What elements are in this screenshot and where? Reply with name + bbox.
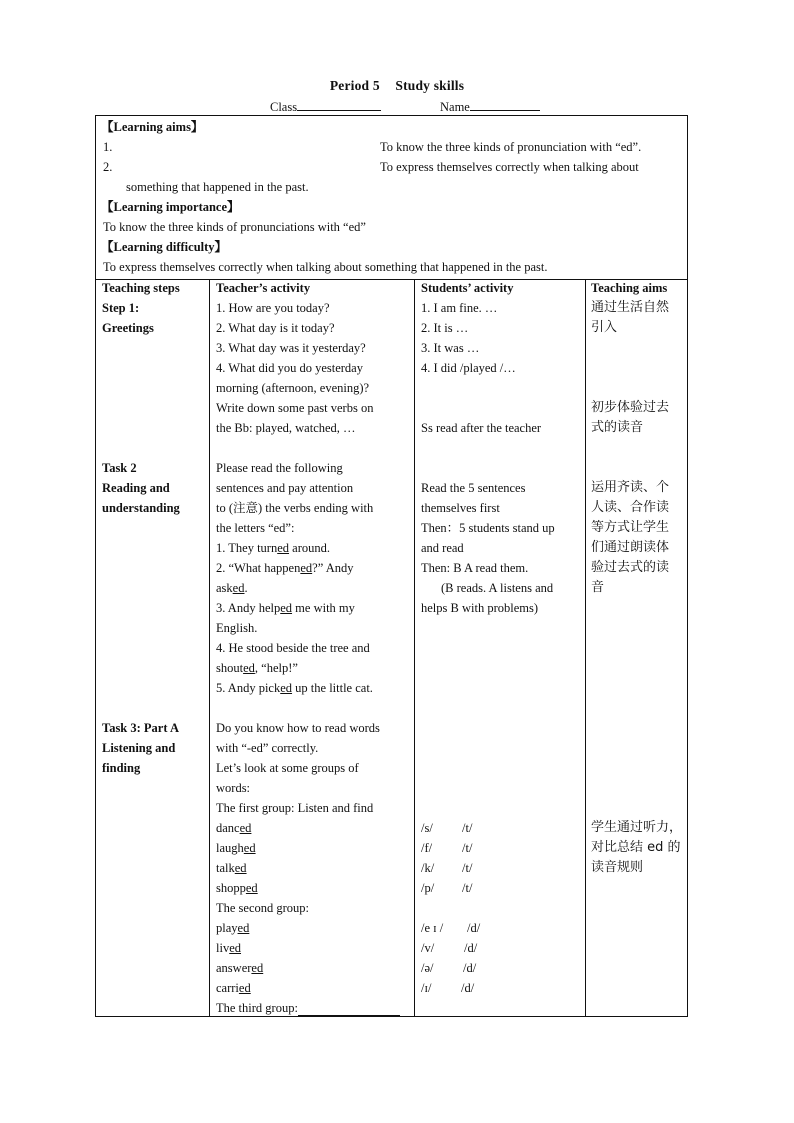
aim-task2-line4: 们通过朗读体 [591, 540, 670, 555]
aim-task2-line3: 等方式让学生 [591, 520, 670, 535]
aim-step1-line2: 引入 [591, 320, 618, 335]
learning-difficulty-text: To express themselves correctly when talking about something that happened in the past. [103, 260, 548, 274]
second-group-label: The second group: [216, 901, 310, 915]
aim-2-text: To express themselves correctly when talking about [380, 160, 639, 174]
sentence-4: 4. He stood beside the tree and [216, 641, 370, 655]
sentence-5: 5. Andy picked up the little cat. [216, 681, 373, 695]
word-laughed: laughed [216, 841, 256, 855]
teacher-read-4: the letters “ed”: [216, 521, 295, 535]
task-2-name-2: understanding [102, 501, 180, 515]
phoneme-ending: /t/ [462, 881, 473, 895]
header-teaching-steps: Teaching steps [102, 281, 180, 295]
teacher-write-2: the Bb: played, watched, … [216, 421, 356, 435]
period-label: Period 5 [329, 78, 380, 93]
phoneme-sound: /s/ [421, 821, 433, 835]
phoneme-sound: /ɪ/ [421, 981, 432, 995]
teacher-read-1: Please read the following [216, 461, 343, 475]
student-read-3: Then：5 students stand up [421, 521, 555, 535]
phoneme-ending: /d/ [461, 981, 475, 995]
learning-aims-heading: 【Learning aims】 [101, 120, 204, 134]
word-danced: danced [216, 821, 252, 835]
class-field: Class [270, 99, 381, 115]
phoneme-ending: /t/ [462, 861, 473, 875]
word-lived: lived [216, 941, 242, 955]
aim-task3-line1: 学生通过听力， [591, 820, 683, 835]
word-shopped: shopped [216, 881, 258, 895]
aim-2-continued: something that happened in the past. [126, 180, 309, 194]
sentence-4-cont: shouted, “help!” [216, 661, 298, 675]
learning-importance-text: To know the three kinds of pronunciations with “ed” [103, 220, 366, 234]
aim-number-1: 1. [103, 140, 113, 154]
col-divider-3 [585, 279, 586, 1016]
teacher-write-1: Write down some past verbs on [216, 401, 374, 415]
teacher-question-3: 3. What day was it yesterday? [216, 341, 366, 355]
phoneme-ending: /d/ [467, 921, 481, 935]
aim-task2-line6: 音 [591, 580, 605, 595]
header-teacher-activity: Teacher’s activity [216, 281, 311, 295]
teacher-task3-2: with “-ed” correctly. [216, 741, 319, 755]
aim-task3-line3: 读音规则 [591, 860, 644, 875]
word-carried: carried [216, 981, 251, 995]
teacher-question-1: 1. How are you today? [216, 301, 330, 315]
aim-task3-line2: 对比总结 ed 的 [591, 840, 681, 855]
teacher-read-2: sentences and pay attention [216, 481, 354, 495]
sentence-3-cont: English. [216, 621, 258, 635]
sentence-2: 2. “What happened?” Andy [216, 561, 354, 575]
task-3-label: Task 3: Part A [102, 721, 179, 735]
phoneme-sound: /f/ [421, 841, 433, 855]
teacher-question-4b: morning (afternoon, evening)? [216, 381, 370, 395]
aim-step1-line4: 式的读音 [591, 420, 644, 435]
student-answer-1: 1. I am fine. … [421, 301, 498, 315]
aim-task2-line1: 运用齐读、个 [591, 480, 670, 495]
third-group-label: The third group: [216, 998, 400, 1018]
phoneme-ending: /t/ [462, 841, 473, 855]
student-read-1: Read the 5 sentences [421, 481, 526, 495]
aim-step1-line1: 通过生活自然 [591, 300, 670, 315]
word-talked: talked [216, 861, 247, 875]
header-teaching-aims: Teaching aims [591, 281, 668, 295]
teacher-question-4a: 4. What did you do yesterday [216, 361, 363, 375]
aim-1-text: To know the three kinds of pronunciation with “ed”. [380, 140, 642, 154]
phoneme-sound: /k/ [421, 861, 435, 875]
phoneme-ending: /d/ [463, 961, 477, 975]
task-3-name-1: Listening and [102, 741, 176, 755]
student-answer-3: 3. It was … [421, 341, 480, 355]
student-answer-4: 4. I did /played /… [421, 361, 516, 375]
name-field: Name [440, 99, 540, 115]
phoneme-sound: /ə/ [421, 961, 434, 975]
phoneme-sound: /e ɪ / [421, 921, 444, 935]
student-read-4: and read [421, 541, 464, 555]
learning-difficulty-heading: 【Learning difficulty】 [101, 240, 228, 254]
student-answer-2: 2. It is … [421, 321, 469, 335]
phoneme-sound: /p/ [421, 881, 435, 895]
student-read-2: themselves first [421, 501, 500, 515]
task-2-label: Task 2 [102, 461, 137, 475]
teacher-task3-4: words: [216, 781, 251, 795]
aim-step1-line3: 初步体验过去 [591, 400, 670, 415]
header-students-activity: Students’ activity [421, 281, 514, 295]
phoneme-ending: /t/ [462, 821, 473, 835]
sentence-3: 3. Andy helped me with my [216, 601, 355, 615]
step-1-name: Greetings [102, 321, 154, 335]
sentence-1: 1. They turned around. [216, 541, 330, 555]
learning-importance-heading: 【Learning importance】 [101, 200, 240, 214]
word-played: played [216, 921, 250, 935]
word-answered: answered [216, 961, 264, 975]
page-title [0, 78, 794, 94]
lesson-title: Study skills [395, 78, 465, 93]
sentence-2-cont: asked. [216, 581, 248, 595]
first-group-label: The first group: Listen and find [216, 801, 374, 815]
teacher-task3-3: Let’s look at some groups of [216, 761, 359, 775]
student-read-7: helps B with problems) [421, 601, 539, 615]
student-read-6: (B reads. A listens and [441, 581, 554, 595]
col-divider-1 [209, 279, 210, 1016]
student-read-5: Then: B A read them. [421, 561, 529, 575]
col-divider-2 [414, 279, 415, 1016]
phoneme-ending: /d/ [464, 941, 478, 955]
aim-task2-line5: 验过去式的读 [591, 560, 670, 575]
teacher-task3-1: Do you know how to read words [216, 721, 380, 735]
student-repeat: Ss read after the teacher [421, 421, 542, 435]
aim-number-2: 2. [103, 160, 113, 174]
task-2-name-1: Reading and [102, 481, 170, 495]
aim-task2-line2: 人读、合作读 [591, 500, 670, 515]
phoneme-sound: /v/ [421, 941, 435, 955]
task-3-name-2: finding [102, 761, 141, 775]
step-1-label: Step 1: [102, 301, 140, 315]
teacher-question-2: 2. What day is it today? [216, 321, 335, 335]
teacher-read-3: to (注意) the verbs ending with [216, 501, 374, 515]
